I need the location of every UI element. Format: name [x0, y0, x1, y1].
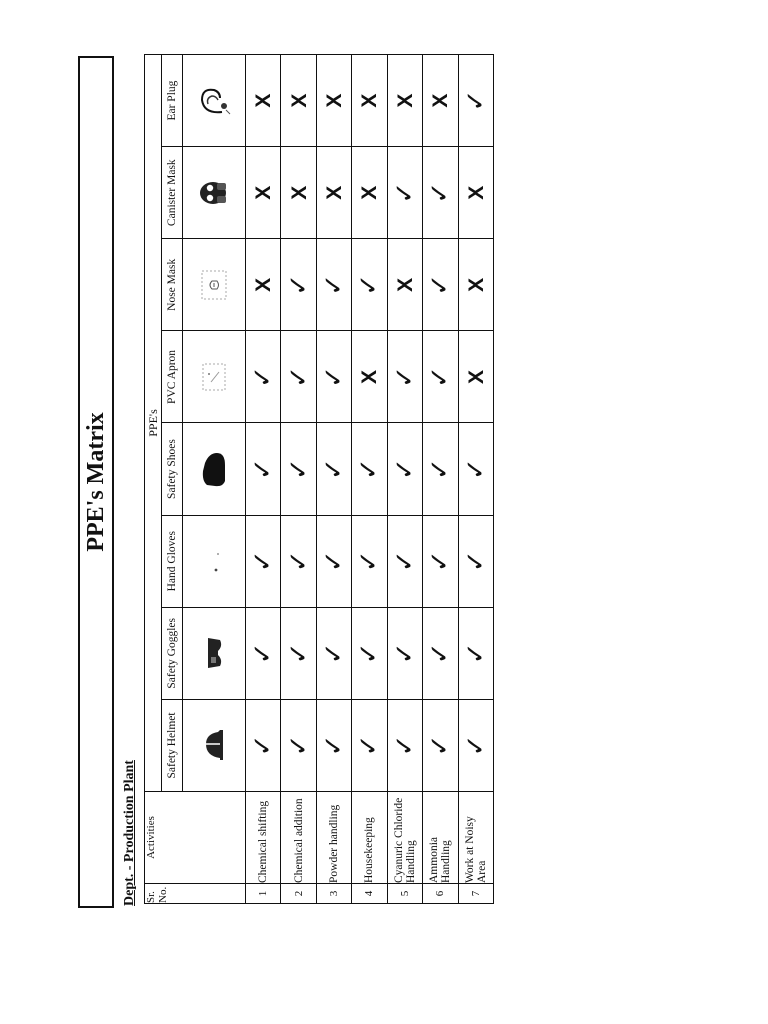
column-header-canister-mask: Canister Mask — [162, 147, 183, 239]
table-row — [316, 55, 351, 904]
goggles-icon — [202, 635, 226, 671]
ppe-mark: ✓ — [458, 55, 493, 147]
activity-name: Work at Noisy Area — [458, 792, 493, 884]
department-label: Dept. - Production Plant — [122, 760, 137, 906]
ppe-mark: ✓ — [281, 699, 316, 791]
table-row — [423, 55, 458, 904]
ppe-mark: ✓ — [423, 239, 458, 331]
ppe-mark: ✓ — [352, 699, 387, 791]
ppe-mark: X — [458, 331, 493, 423]
ppe-mark: ✓ — [387, 607, 422, 699]
sr-number: 1 — [246, 884, 281, 904]
sr-number: 5 — [387, 884, 422, 904]
ppe-mark: ✓ — [352, 607, 387, 699]
ppe-mark: X — [246, 239, 281, 331]
ppe-mark: ✓ — [352, 239, 387, 331]
column-header-safety-goggles: Safety Goggles — [162, 607, 183, 699]
apron-icon — [199, 360, 229, 394]
ppe-mark: ✓ — [281, 331, 316, 423]
ppe-mark: ✓ — [352, 423, 387, 515]
table-row — [387, 55, 422, 904]
sr-number: 7 — [458, 884, 493, 904]
activity-name: Cyanuric Chloride Handling — [387, 792, 422, 884]
sr-no-header: Sr. No. — [145, 884, 246, 904]
ppe-mark: ✓ — [352, 515, 387, 607]
column-header-hand-gloves: Hand Gloves — [162, 515, 183, 607]
ppe-mark: ✓ — [316, 607, 351, 699]
column-header-safety-helmet: Safety Helmet — [162, 699, 183, 791]
apron-image-cell — [183, 331, 246, 423]
activities-header: Activities — [145, 792, 246, 884]
sr-number: 6 — [423, 884, 458, 904]
ppe-mark: ✓ — [458, 515, 493, 607]
ppe-mark: ✓ — [246, 699, 281, 791]
column-header-safety-shoes: Safety Shoes — [162, 423, 183, 515]
ppe-mark: X — [316, 147, 351, 239]
ear-plug-image-cell — [183, 55, 246, 147]
gloves-icon — [202, 546, 226, 576]
ppe-mark: ✓ — [387, 147, 422, 239]
helmet-icon — [200, 728, 228, 762]
ppes-header: PPE's — [145, 55, 162, 792]
ppe-mark: ✓ — [281, 239, 316, 331]
ppe-mark: ✓ — [281, 607, 316, 699]
ppe-mark: ✓ — [423, 147, 458, 239]
ppe-mark: ✓ — [387, 515, 422, 607]
rotated-page — [70, 48, 510, 908]
ppe-mark: ✓ — [423, 515, 458, 607]
ppe-mark: ✓ — [316, 515, 351, 607]
column-header-nose-mask: Nose Mask — [162, 239, 183, 331]
sr-number: 4 — [352, 884, 387, 904]
ppe-mark: ✓ — [246, 515, 281, 607]
column-header-ear-plug: Ear Plug — [162, 55, 183, 147]
ppe-mark: X — [423, 55, 458, 147]
canister-mask-image-cell — [183, 147, 246, 239]
shoes-image-cell — [183, 423, 246, 515]
ppe-mark: ✓ — [281, 423, 316, 515]
ppe-mark: ✓ — [246, 423, 281, 515]
ppe-mark: ✓ — [423, 699, 458, 791]
ppe-mark: ✓ — [387, 423, 422, 515]
ppe-mark: X — [246, 147, 281, 239]
nose-mask-icon — [198, 267, 230, 303]
sr-number: 3 — [316, 884, 351, 904]
ear-plug-icon — [196, 82, 232, 120]
ppe-mark: ✓ — [281, 515, 316, 607]
ppe-mark: X — [352, 55, 387, 147]
table-row — [352, 55, 387, 904]
ppe-mark: X — [352, 331, 387, 423]
ppe-mark: ✓ — [246, 607, 281, 699]
nose-mask-image-cell — [183, 239, 246, 331]
ppe-mark: ✓ — [246, 331, 281, 423]
table-row — [281, 55, 316, 904]
goggles-image-cell — [183, 607, 246, 699]
shoes-icon — [199, 449, 229, 489]
table-row — [458, 55, 493, 904]
sr-number: 2 — [281, 884, 316, 904]
column-header-pvc-apron: PVC Apron — [162, 331, 183, 423]
ppe-mark: ✓ — [316, 239, 351, 331]
ppe-mark: X — [316, 55, 351, 147]
ppe-mark: ✓ — [423, 331, 458, 423]
ppe-mark: X — [281, 147, 316, 239]
helmet-image-cell — [183, 699, 246, 791]
canister-mask-icon — [197, 175, 231, 211]
activity-name: Powder handling — [316, 792, 351, 884]
gloves-image-cell — [183, 515, 246, 607]
ppe-mark: ✓ — [458, 607, 493, 699]
ppe-mark: X — [387, 55, 422, 147]
table-row — [246, 55, 281, 904]
ppe-mark: X — [352, 147, 387, 239]
ppe-mark: ✓ — [458, 423, 493, 515]
activity-name: Chemical addition — [281, 792, 316, 884]
ppe-matrix-table — [144, 54, 494, 904]
ppe-mark: ✓ — [316, 699, 351, 791]
activity-name: Housekeeping — [352, 792, 387, 884]
ppe-mark: X — [458, 147, 493, 239]
ppe-mark: X — [458, 239, 493, 331]
activity-name: Chemical shifting — [246, 792, 281, 884]
ppe-mark: ✓ — [316, 331, 351, 423]
ppe-mark: X — [281, 55, 316, 147]
ppe-mark: X — [246, 55, 281, 147]
ppe-mark: ✓ — [316, 423, 351, 515]
page-title: PPE's Matrix — [78, 56, 114, 908]
ppe-mark: ✓ — [387, 699, 422, 791]
ppe-mark: ✓ — [423, 607, 458, 699]
activity-name: Ammonia Handling — [423, 792, 458, 884]
ppe-mark: ✓ — [423, 423, 458, 515]
ppe-mark: ✓ — [458, 699, 493, 791]
ppe-mark: ✓ — [387, 331, 422, 423]
ppe-mark: X — [387, 239, 422, 331]
